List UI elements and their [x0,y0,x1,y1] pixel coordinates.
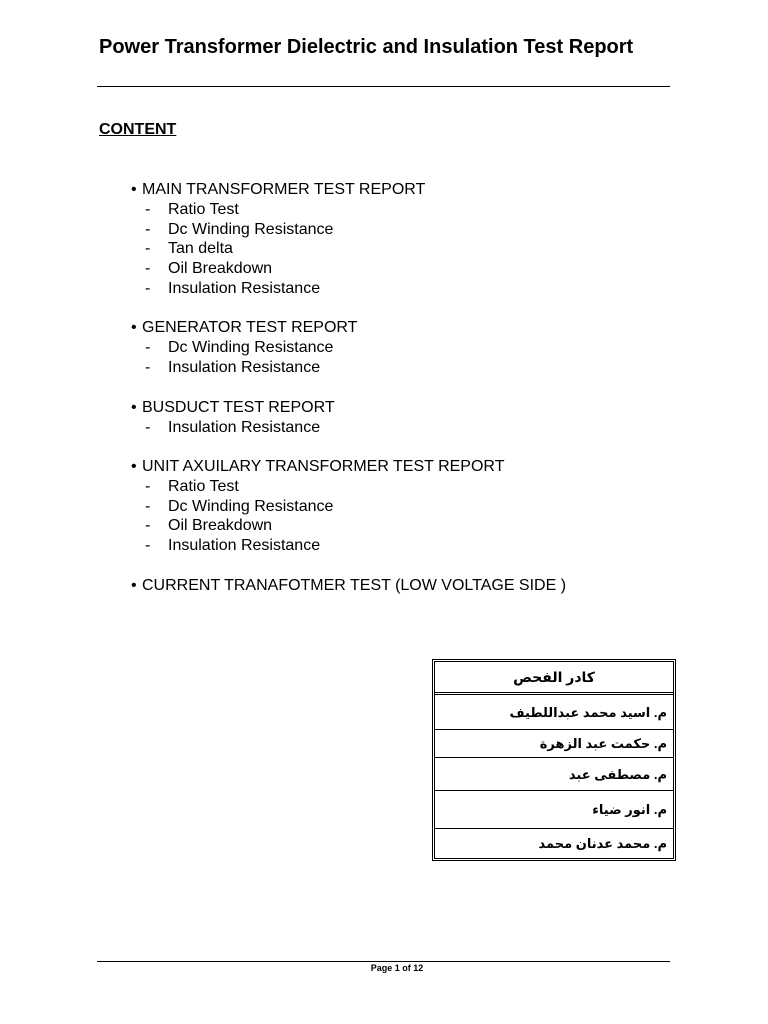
list-item-label: Oil Breakdown [168,260,273,278]
list-item [131,220,651,240]
list-item [131,259,651,279]
section-title-label: UNIT AXUILARY TRANSFORMER TEST REPORT [142,458,505,475]
inspection-staff-table [432,659,676,861]
dash-marker: - [145,497,151,515]
list-item-label: Dc Winding Resistance [168,220,334,238]
page-number: Page 1 of 12 [370,963,424,973]
section-items [131,477,651,556]
list-item-label: Insulation Resistance [168,537,321,555]
list-item [131,477,651,497]
staff-table-header: كادر الفحص [435,662,673,695]
bullet-icon: • [131,181,137,198]
dash-marker: - [145,200,151,218]
bullet-icon: • [131,319,137,336]
section-title [131,180,651,200]
list-item-label: Insulation Resistance [168,418,321,436]
list-item [131,239,651,259]
staff-table-body [435,695,673,859]
staff-table-row: م. حكمت عبد الزهرة [435,730,673,758]
list-item-label: Dc Winding Resistance [168,497,334,515]
title-divider [97,86,670,87]
list-item [131,358,651,378]
list-item-label: Tan delta [168,240,233,258]
list-item [131,418,651,438]
content-section [131,457,651,556]
dash-marker: - [145,537,151,555]
list-item [131,497,651,517]
list-item-label: Ratio Test [168,200,239,218]
bullet-icon: • [131,577,137,594]
staff-table-row: م. مصطفى عبد [435,758,673,791]
staff-table-row: م. اسيد محمد عبداللطيف [435,695,673,730]
section-title [131,318,651,338]
dash-marker: - [145,517,151,535]
list-item-label: Insulation Resistance [168,279,321,297]
bullet-icon: • [131,399,137,416]
dash-marker: - [145,358,151,376]
section-title [131,398,651,418]
content-section [131,576,651,596]
list-item-label: Ratio Test [168,477,239,495]
content-heading: CONTENT [99,121,177,138]
list-item [131,516,651,536]
content-section [131,398,651,438]
footer-divider [97,961,670,962]
dash-marker: - [145,477,151,495]
staff-table-row: م. محمد عدنان محمد [538,836,667,851]
section-title [131,457,651,477]
bullet-icon: • [131,458,137,475]
list-item [131,338,651,358]
section-title-label: CURRENT TRANAFOTMER TEST (LOW VOLTAGE SIDE ) [142,577,567,594]
dash-marker: - [145,418,151,436]
list-item-label: Oil Breakdown [168,517,273,535]
content-section [131,318,651,377]
dash-marker: - [145,279,151,297]
dash-marker: - [145,260,151,278]
content-section [131,180,651,299]
list-item-label: Dc Winding Resistance [168,338,334,356]
section-title [131,576,651,596]
list-item-label: Insulation Resistance [168,358,321,376]
list-item [131,536,651,556]
section-title-label: GENERATOR TEST REPORT [142,319,358,336]
document-title: Power Transformer Dielectric and Insulation Test Report [99,36,634,58]
section-title-label: MAIN TRANSFORMER TEST REPORT [142,181,426,198]
dash-marker: - [145,220,151,238]
section-title-label: BUSDUCT TEST REPORT [142,399,335,416]
dash-marker: - [145,240,151,258]
section-items [131,338,651,378]
section-items [131,200,651,299]
list-item [131,279,651,299]
list-item [131,200,651,220]
dash-marker: - [145,338,151,356]
section-items [131,418,651,438]
staff-table-row: م. انور ضياء [435,791,673,829]
